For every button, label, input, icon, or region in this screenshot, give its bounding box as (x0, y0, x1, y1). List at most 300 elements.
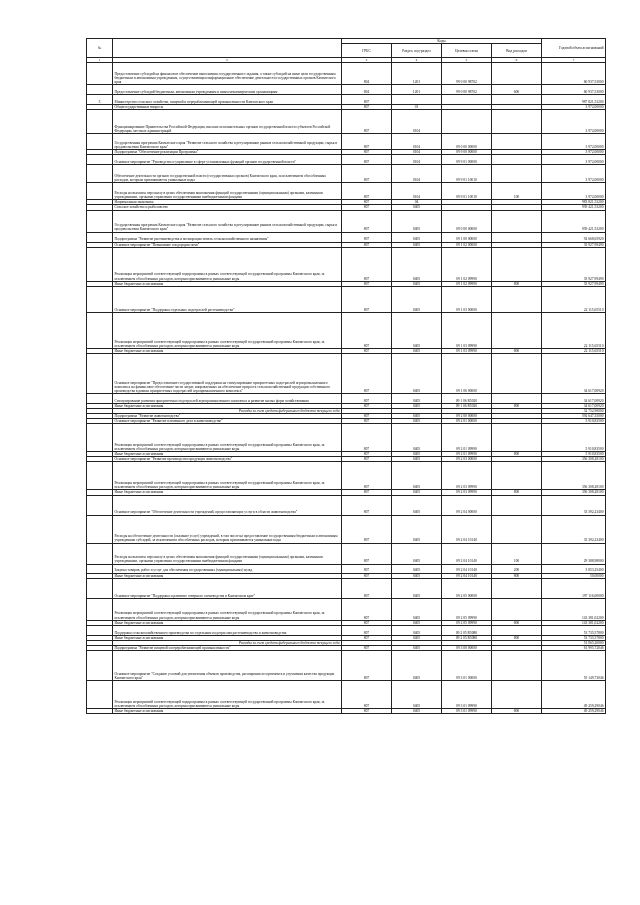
row-sum: 3 972,00000 (542, 134, 606, 150)
row-grbs: 807 (342, 452, 392, 457)
row-name: Основное мероприятие "Развитие производства продукции животноводства" (113, 457, 342, 462)
row-vr: 800 (492, 708, 542, 713)
row-grbs: 807 (342, 650, 392, 680)
table-row (87, 543, 606, 564)
row-razdel: 0405 (392, 625, 442, 635)
row-vr (492, 312, 542, 348)
row-name: Иные бюджетные ассигнования (113, 348, 342, 353)
row-name: Сельское хозяйство и рыболовство (113, 205, 342, 210)
row-sum: 592 647,35000 (542, 414, 606, 419)
row-sum: 34 617,00920 (542, 393, 606, 403)
header-grbs: ГРБС (342, 44, 392, 58)
row-razdel: 0104 (392, 155, 442, 165)
row-cs: 09 2 04 10140 (442, 573, 492, 578)
table-row (87, 495, 606, 515)
row-cs: 09 2 04 10140 (442, 564, 492, 573)
row-sum: 53 735,57800 (542, 635, 606, 640)
row-num (87, 232, 113, 242)
row-name: Реализация мероприятий соответствующей подпрограммы в рамках соответствующей государственной программы Камчатского края, за исключением обособленных расходов, которым присваиваются уникальные коды (113, 247, 342, 281)
row-vr: 800 (492, 403, 542, 408)
row-sum: 53 735,57800 (542, 625, 606, 635)
row-name: Общегосударственные вопросы (113, 105, 342, 110)
row-sum: 3 853,25400 (542, 564, 606, 573)
row-cs: 09 2 03 00000 (442, 457, 492, 462)
row-num (87, 353, 113, 393)
row-grbs: 807 (342, 348, 392, 353)
row-sum: 22 115,65510 (542, 348, 606, 353)
table-row (87, 424, 606, 452)
row-num (87, 210, 113, 232)
row-grbs: 807 (342, 635, 392, 640)
header-codes: Коды (342, 39, 542, 44)
row-vr: 600 (492, 85, 542, 95)
row-sum: 939 421,53200 (542, 205, 606, 210)
row-cs: 09 1 06 R5020 (442, 403, 492, 408)
row-vr (492, 286, 542, 312)
row-name: Расходы за счет средств федерального бюджета текущего года (113, 408, 342, 413)
row-vr (492, 232, 542, 242)
row-cs: 09 1 02 09990 (442, 281, 492, 286)
row-cs: 09 9 01 00000 (442, 155, 492, 165)
table-row (87, 650, 606, 680)
row-cs: 09 2 03 09990 (442, 490, 492, 495)
header-razdel: Раздел, под-раздел (392, 44, 442, 58)
row-grbs: 807 (342, 286, 392, 312)
row-name: Иные бюджетные ассигнования (113, 635, 342, 640)
row-name: Расходы на обеспечение деятельности (оказание услуг) учреждений, в том числе на предоставление государственным бюджетным и автономным учреждениям субсидий, за исключением обособленных расходов, которым присваиваются уникальные коды (113, 515, 342, 543)
row-grbs: 807 (342, 165, 392, 183)
row-razdel: 0405 (392, 247, 442, 281)
row-vr (492, 95, 542, 105)
row-num (87, 165, 113, 183)
row-name: Функционирование Правительства Российской Федерации, высших исполнительных органов государственной власти субъектов Российской Федерации, местных администраций (113, 110, 342, 134)
row-vr: 800 (492, 452, 542, 457)
row-razdel: 0405 (392, 242, 442, 247)
row-name: Расходы за счет средств федерального бюджета текущего года (113, 640, 342, 645)
row-num (87, 598, 113, 620)
row-razdel: 0405 (392, 645, 442, 650)
row-razdel: 0104 (392, 150, 442, 155)
table-row (87, 353, 606, 393)
row-razdel: 0405 (392, 564, 442, 573)
row-razdel: 0405 (392, 462, 442, 490)
row-vr (492, 424, 542, 452)
row-name: Министерство сельского хозяйства, пищевой и перерабатывающей промышленности Камчатского края (113, 95, 342, 105)
row-name: Иные бюджетные ассигнования (113, 452, 342, 457)
row-name: Подпрограмма "Обеспечение реализации Программы" (113, 150, 342, 155)
row-razdel: 1201 (392, 63, 442, 85)
row-vr (492, 353, 542, 393)
row-sum: 5 910,83500 (542, 424, 606, 452)
row-vr: 800 (492, 620, 542, 625)
row-sum: 35 927,99490 (542, 281, 606, 286)
row-sum: 5 910,83500 (542, 419, 606, 424)
row-name: Подпрограмма "Развитие растениеводства и мелиорации земель сельскохозяйственного назначения" (113, 232, 342, 242)
row-grbs: 807 (342, 150, 392, 155)
row-vr (492, 495, 542, 515)
row-sum: 983 821,53200 (542, 200, 606, 205)
row-sum: 92 668,65920 (542, 232, 606, 242)
row-num (87, 286, 113, 312)
row-sum: 34 617,00920 (542, 403, 606, 408)
table-row (87, 286, 606, 312)
row-cs: 09 2 05 R5080 (442, 635, 492, 640)
row-name: Предоставление субсидий на финансовое обеспечение выполнения государственного задания, а также субсидий на иные цели государственным бюджетным и автономным учреждениям, осуществляющим информационное обеспечение деятельности государственных органов Камчатского края (113, 63, 342, 85)
row-razdel: 0405 (392, 680, 442, 708)
row-vr (492, 155, 542, 165)
row-name: Реализация мероприятий соответствующей подпрограммы в рамках соответствующей государственной программы Камчатского края, за исключением обособленных расходов, которым присваиваются уникальные коды (113, 424, 342, 452)
row-razdel: 0104 (392, 134, 442, 150)
row-razdel: 0405 (392, 210, 442, 232)
row-cs: 09 1 00 00000 (442, 232, 492, 242)
row-sum: 32 752,90000 (542, 408, 606, 413)
row-vr (492, 462, 542, 490)
row-grbs: 807 (342, 312, 392, 348)
row-vr (492, 63, 542, 85)
row-razdel: 0405 (392, 490, 442, 495)
row-grbs: 807 (342, 232, 392, 242)
row-grbs: 807 (342, 578, 392, 598)
row-vr: 100 (492, 183, 542, 200)
row-cs: 09 9 01 10010 (442, 183, 492, 200)
row-num (87, 462, 113, 490)
row-razdel: 0405 (392, 424, 442, 452)
row-name: Иные бюджетные ассигнования (113, 573, 342, 578)
row-name: Реализация мероприятий соответствующей подпрограммы в рамках соответствующей государственной программы Камчатского края, за исключением обособленных расходов, которым присваиваются уникальные коды (113, 462, 342, 490)
row-grbs: 807 (342, 625, 392, 635)
row-razdel: 0405 (392, 353, 442, 393)
row-grbs: 807 (342, 495, 392, 515)
row-grbs: 807 (342, 242, 392, 247)
row-cs: 09 3 01 00000 (442, 650, 492, 680)
row-grbs: 807 (342, 708, 392, 713)
row-num (87, 155, 113, 165)
row-name: Основное мероприятие "Руководство и управление в сфере установленных функций органов государственной власти" (113, 155, 342, 165)
row-vr: 800 (492, 281, 542, 286)
row-grbs: 807 (342, 414, 392, 419)
row-cs: 09 9 01 10010 (442, 165, 492, 183)
row-grbs: 807 (342, 462, 392, 490)
table-row (87, 564, 606, 573)
row-name: Иные бюджетные ассигнования (113, 490, 342, 495)
row-grbs: 807 (342, 680, 392, 708)
row-sum: 60 937,53000 (542, 63, 606, 85)
header-num: № (87, 39, 113, 58)
row-name: Основное мероприятие "Предоставление государственной поддержки на стимулирование приоритетных подотраслей агропромышленного комплекса на финансовое обеспечение части затрат, направленных на обеспечение прироста сельскохозяйственной продукции собственного производства в рамках приоритетных подотраслей агропромышленного комплекса" (113, 353, 342, 393)
row-razdel: 0405 (392, 403, 442, 408)
row-grbs: 807 (342, 564, 392, 573)
row-sum: 35 927,99490 (542, 242, 606, 247)
row-grbs: 807 (342, 210, 392, 232)
row-name: Основное мероприятие "Повышение плодородия почв" (113, 242, 342, 247)
row-num (87, 393, 113, 403)
row-sum: 22 115,65510 (542, 312, 606, 348)
row-cs: 09 1 03 00000 (442, 286, 492, 312)
index-cell: 7 (542, 58, 606, 63)
row-num (87, 515, 113, 543)
row-sum: 3 972,00000 (542, 155, 606, 165)
row-cs: 09 9 00 00000 (442, 150, 492, 155)
row-num (87, 543, 113, 564)
row-vr: 100 (492, 543, 542, 564)
row-sum: 61 995,72046 (542, 645, 606, 650)
row-name: Реализация мероприятий соответствующей подпрограммы в рамках соответствующей государственной программы Камчатского края, за исключением обособленных расходов, которым присваиваются уникальные коды (113, 680, 342, 708)
header-cs: Целевая статья (442, 44, 492, 58)
budget-page (86, 38, 606, 714)
index-cell: 6 (492, 58, 542, 63)
row-grbs: 807 (342, 598, 392, 620)
row-name: Расходы на выплаты персоналу в целях обеспечения выполнения функций государственными (муниципальными) органами, казенными учреждениями, органами управления государственными внебюджетными фондами (113, 183, 342, 200)
row-razdel: 0405 (392, 281, 442, 286)
row-sum: 29 388,98000 (542, 543, 606, 564)
row-sum: 33 392,23400 (542, 495, 606, 515)
row-sum: 356 308,28100 (542, 457, 606, 462)
row-sum: 55 149,73046 (542, 650, 606, 680)
row-cs: 09 1 02 00000 (442, 242, 492, 247)
row-razdel: 0104 (392, 183, 442, 200)
row-num (87, 63, 113, 85)
row-cs: 09 2 04 10140 (442, 543, 492, 564)
row-razdel: 0405 (392, 515, 442, 543)
row-razdel: 0405 (392, 419, 442, 424)
row-razdel: 0104 (392, 110, 442, 134)
row-vr (492, 393, 542, 403)
row-cs: 99 0 00 98702 (442, 85, 492, 95)
row-vr (492, 165, 542, 183)
row-sum: 356 308,28100 (542, 490, 606, 495)
row-name: Государственная программа Камчатского края "Развитие сельского хозяйства и регулирование рынков сельскохозяйственной продукции, сырья и продовольствия Камчатского края" (113, 210, 342, 232)
row-num (87, 110, 113, 134)
row-sum: 22 115,65510 (542, 286, 606, 312)
table-row (87, 134, 606, 150)
row-vr: 800 (492, 348, 542, 353)
row-cs: 09 0 00 00000 (442, 210, 492, 232)
row-grbs: 804 (342, 63, 392, 85)
row-grbs: 807 (342, 281, 392, 286)
row-name: Стимулирование развития приоритетных подотраслей агропромышленного комплекса и развитие малых форм хозяйствования (113, 393, 342, 403)
row-grbs: 804 (342, 85, 392, 95)
row-vr (492, 625, 542, 635)
row-grbs: 807 (342, 95, 392, 105)
index-cell: 5 (442, 58, 492, 63)
table-row (87, 95, 606, 105)
row-cs: 09 2 05 R5080 (442, 625, 492, 635)
row-razdel: 0405 (392, 393, 442, 403)
row-grbs: 807 (342, 205, 392, 210)
row-name: Основное мероприятие "Создание условий для увеличения объемов производства, расширения ассортимента и улучшения качества продукции Камчатского края" (113, 650, 342, 680)
row-vr: 800 (492, 635, 542, 640)
row-vr: 800 (492, 490, 542, 495)
row-sum: 3 972,00000 (542, 105, 606, 110)
row-grbs: 807 (342, 645, 392, 650)
row-num (87, 625, 113, 635)
row-razdel: 0405 (392, 452, 442, 457)
row-cs: 09 2 04 00000 (442, 495, 492, 515)
row-num (87, 578, 113, 598)
row-name: Поддержка сельскохозяйственного производства по отдельным подотраслям растениеводства и животноводства (113, 625, 342, 635)
row-grbs: 807 (342, 393, 392, 403)
row-razdel: 0405 (392, 205, 442, 210)
row-cs: 09 2 01 09990 (442, 452, 492, 457)
table-row (87, 210, 606, 232)
row-grbs: 807 (342, 200, 392, 205)
row-cs: 09 2 03 09990 (442, 462, 492, 490)
row-cs: 09 2 01 00000 (442, 419, 492, 424)
row-sum: 143 381,02200 (542, 620, 606, 625)
row-cs: 09 3 01 09990 (442, 708, 492, 713)
row-grbs: 807 (342, 543, 392, 564)
row-razdel: 0405 (392, 286, 442, 312)
row-grbs: 807 (342, 353, 392, 393)
row-cs: 09 2 05 09990 (442, 598, 492, 620)
row-grbs: 807 (342, 515, 392, 543)
row-sum: 50,00000 (542, 573, 606, 578)
table-row (87, 85, 606, 95)
row-sum: 34 617,00920 (542, 353, 606, 393)
table-row (87, 625, 606, 635)
row-cs: 09 1 06 R5020 (442, 393, 492, 403)
row-num (87, 495, 113, 515)
row-razdel: 0405 (392, 573, 442, 578)
row-sum: 49 259,29046 (542, 680, 606, 708)
row-razdel: 0405 (392, 414, 442, 419)
row-sum: 987 821,53200 (542, 95, 606, 105)
table-row (87, 63, 606, 85)
row-grbs: 807 (342, 403, 392, 408)
row-num (87, 564, 113, 573)
row-cs: 09 2 00 00000 (442, 414, 492, 419)
row-cs: 99 0 00 98702 (442, 63, 492, 85)
row-cs: 09 1 02 09990 (442, 247, 492, 281)
row-grbs: 807 (342, 424, 392, 452)
header-sum: Годовой объем ассигнований (542, 39, 606, 58)
row-razdel: 0405 (392, 578, 442, 598)
row-sum: 49 259,29046 (542, 708, 606, 713)
row-razdel: 01 (392, 105, 442, 110)
index-cell: 2 (113, 58, 342, 63)
row-grbs: 807 (342, 110, 392, 134)
row-cs: 09 2 04 10140 (442, 515, 492, 543)
row-name: Национальная экономика (113, 200, 342, 205)
table-row (87, 165, 606, 183)
budget-table (86, 38, 606, 714)
header-vr: Вид расходов (492, 44, 542, 58)
row-num (87, 85, 113, 95)
row-name: Обеспечение деятельности органов государственной власти (государственных органов) Камчатского края, за исключением обособленных расходов, которым присваиваются уникальные коды (113, 165, 342, 183)
table-row (87, 247, 606, 281)
row-grbs: 807 (342, 105, 392, 110)
index-cell: 1 (87, 58, 113, 63)
row-razdel: 0405 (392, 232, 442, 242)
row-num (87, 650, 113, 680)
table-row (87, 708, 606, 713)
row-sum: 356 308,28100 (542, 462, 606, 490)
row-cs: 09 1 06 00000 (442, 353, 492, 393)
row-sum: 33 392,23400 (542, 515, 606, 543)
index-cell: 4 (392, 58, 442, 63)
row-vr (492, 515, 542, 543)
row-name: Основное мероприятие "Поддержка отдельных подотраслей растениеводства" (113, 286, 342, 312)
row-razdel: 0104 (392, 165, 442, 183)
row-name: Иные бюджетные ассигнования (113, 708, 342, 713)
row-sum: 939 421,53200 (542, 210, 606, 232)
row-razdel: 0405 (392, 708, 442, 713)
row-grbs: 807 (342, 457, 392, 462)
row-name: Предоставление субсидий бюджетным, автономным учреждениям и иным некоммерческим организациям (113, 85, 342, 95)
row-num (87, 312, 113, 348)
row-grbs: 807 (342, 155, 392, 165)
row-grbs: 807 (342, 490, 392, 495)
row-name: Основное мероприятие "Поддержка и развитие северного оленеводства в Камчатском крае" (113, 578, 342, 598)
table-row (87, 183, 606, 200)
row-sum: 51 065,20000 (542, 640, 606, 645)
row-cs: 09 3 01 09990 (442, 680, 492, 708)
row-grbs: 807 (342, 183, 392, 200)
row-razdel: 0405 (392, 598, 442, 620)
row-vr: 800 (492, 573, 542, 578)
row-cs: 09 1 03 09990 (442, 312, 492, 348)
row-razdel: 0405 (392, 543, 442, 564)
row-name: Закупка товаров, работ и услуг для обеспечения государственных (муниципальных) нужд (113, 564, 342, 573)
row-vr (492, 598, 542, 620)
row-razdel: 0405 (392, 650, 442, 680)
row-grbs: 807 (342, 620, 392, 625)
row-sum: 143 381,02200 (542, 598, 606, 620)
row-vr (492, 210, 542, 232)
row-razdel: 1201 (392, 85, 442, 95)
row-razdel: 0405 (392, 312, 442, 348)
row-sum: 5 910,83500 (542, 452, 606, 457)
row-cs: 09 0 00 00000 (442, 134, 492, 150)
row-razdel: 04 (392, 200, 442, 205)
row-vr (492, 110, 542, 134)
row-name: Подпрограмма "Развитие пищевой и перерабатывающей промышленности" (113, 645, 342, 650)
row-num (87, 247, 113, 281)
row-name: Реализация мероприятий соответствующей подпрограммы в рамках соответствующей государственной программы Камчатского края, за исключением обособленных расходов, которым присваиваются уникальные коды (113, 312, 342, 348)
table-row (87, 598, 606, 620)
row-name: Основное мероприятие "Развитие племенного дела в животноводстве" (113, 419, 342, 424)
row-sum: 35 927,99490 (542, 247, 606, 281)
row-vr (492, 680, 542, 708)
index-cell: 3 (342, 58, 392, 63)
row-grbs: 807 (342, 247, 392, 281)
row-num (87, 708, 113, 713)
row-name: Иные бюджетные ассигнования (113, 281, 342, 286)
row-razdel (392, 95, 442, 105)
row-sum: 3 972,00000 (542, 110, 606, 134)
table-body (87, 63, 606, 714)
row-name: Иные бюджетные ассигнования (113, 403, 342, 408)
row-grbs: 807 (342, 573, 392, 578)
row-razdel: 0405 (392, 495, 442, 515)
row-sum: 3 972,00000 (542, 183, 606, 200)
row-razdel: 0405 (392, 620, 442, 625)
row-grbs: 807 (342, 419, 392, 424)
row-vr (492, 247, 542, 281)
header-name (113, 39, 342, 58)
row-num (87, 134, 113, 150)
table-row (87, 110, 606, 134)
row-cs: 09 2 05 00000 (442, 578, 492, 598)
row-name: Подпрограмма "Развитие животноводства" (113, 414, 342, 419)
row-cs (442, 95, 492, 105)
row-cs: 09 1 03 09990 (442, 348, 492, 353)
row-sum: 3 972,00000 (542, 150, 606, 155)
row-vr (492, 578, 542, 598)
table-row (87, 462, 606, 490)
table-row (87, 155, 606, 165)
row-num (87, 424, 113, 452)
